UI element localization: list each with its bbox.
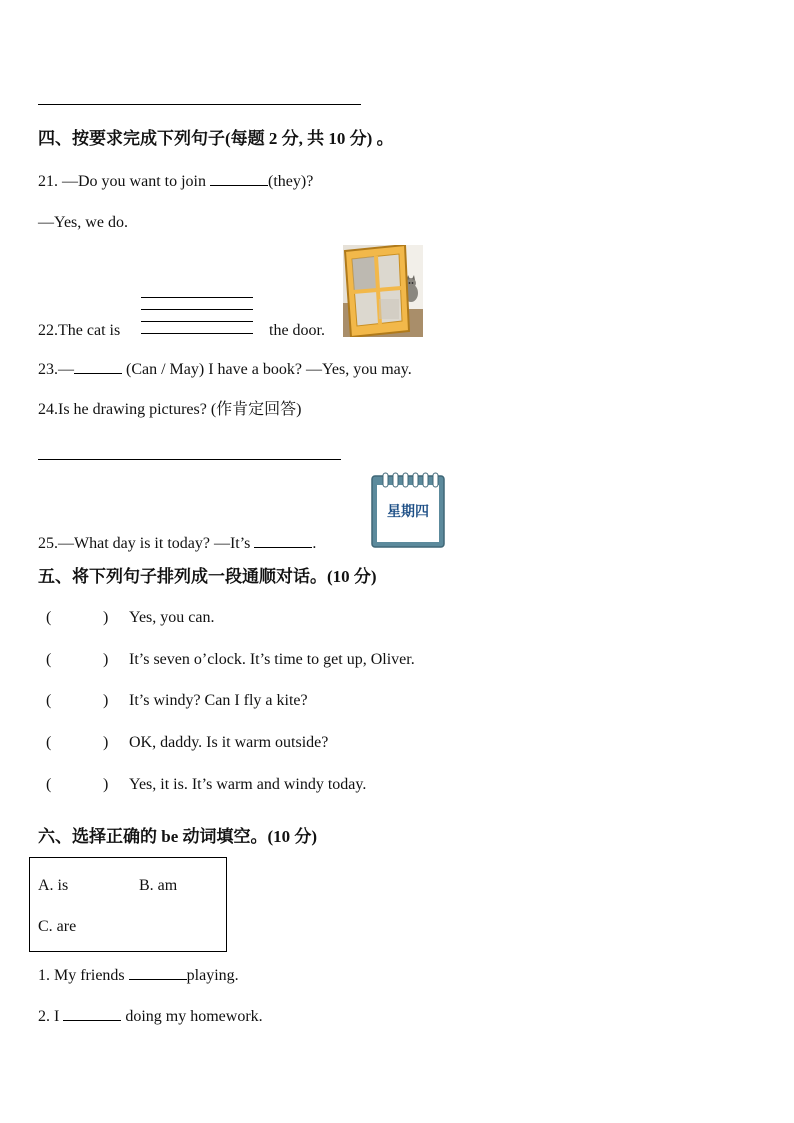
list-item	[46, 650, 51, 670]
dialog-sentence: Yes, it is. It’s warm and windy today.	[129, 776, 367, 793]
s6-q1-prefix: 1. My friends	[38, 967, 129, 984]
list-item-close	[103, 775, 108, 795]
q23-line	[38, 359, 412, 380]
section6-heading: 六、选择正确的 be 动词填空。(10 分)	[38, 827, 318, 846]
list-item-close	[103, 691, 108, 711]
q21-line2: —Yes, we do.	[38, 214, 128, 231]
option-c: C. are	[38, 918, 77, 935]
paren-close: )	[103, 692, 109, 709]
paren-close: )	[103, 734, 109, 751]
option-b: B. am	[139, 877, 178, 894]
paren-open: (	[46, 776, 52, 793]
q22-blank-line-4[interactable]	[141, 333, 253, 334]
q25-prefix: 25.—What day is it today? —It’s	[38, 535, 255, 552]
calendar-icon	[371, 472, 445, 548]
paren-open: (	[46, 734, 52, 751]
q23-blank[interactable]	[74, 359, 122, 374]
s6-q2-prefix: 2. I	[38, 1008, 64, 1025]
q23-suffix: (Can / May) I have a book? —Yes, you may.	[122, 361, 412, 378]
dialog-sentence: Yes, you can.	[129, 609, 215, 626]
list-item-close	[103, 733, 108, 753]
q24-line: 24.Is he drawing pictures? (作肯定回答)	[38, 401, 302, 418]
q24-answer-line[interactable]	[38, 459, 341, 460]
q22-prefix: 22.The cat is	[38, 322, 121, 339]
section5-heading: 五、将下列句子排列成一段通顺对话。(10 分)	[38, 567, 377, 586]
s6-q1-line	[38, 965, 239, 986]
list-item	[46, 733, 51, 753]
list-item	[46, 691, 51, 711]
options-box	[29, 857, 227, 952]
paren-open: (	[46, 651, 52, 668]
dialog-sentence: It’s windy? Can I fly a kite?	[129, 692, 308, 709]
q21-suffix: (they)?	[268, 173, 314, 190]
q25-blank[interactable]	[254, 533, 312, 548]
calendar-picture	[371, 472, 445, 548]
q25-line	[38, 533, 316, 554]
calendar-label: 星期四	[387, 504, 429, 520]
list-item	[46, 775, 51, 795]
q22-blank-line-2[interactable]	[141, 309, 253, 310]
dialog-sentence: It’s seven o’clock. It’s time to get up, Oliver.	[129, 651, 415, 668]
door-cat-illustration	[343, 245, 423, 337]
dialog-sentence: OK, daddy. Is it warm outside?	[129, 734, 329, 751]
paren-close: )	[103, 609, 109, 626]
q22-blank-line-3[interactable]	[141, 321, 253, 322]
s6-q1-blank[interactable]	[129, 965, 187, 980]
list-item	[46, 608, 51, 628]
paren-open: (	[46, 609, 52, 626]
paren-open: (	[46, 692, 52, 709]
paren-close: )	[103, 651, 109, 668]
q25-suffix: .	[312, 535, 317, 552]
paren-close: )	[103, 776, 109, 793]
list-item-close	[103, 608, 108, 628]
q21-line1	[38, 171, 313, 192]
q21-blank[interactable]	[210, 171, 268, 186]
q22-suffix: the door.	[269, 322, 325, 339]
s6-q2-line	[38, 1006, 263, 1027]
list-item-close	[103, 650, 108, 670]
section4-heading: 四、按要求完成下列句子(每题 2 分, 共 10 分) 。	[38, 129, 394, 148]
answer-line-top	[38, 104, 361, 105]
option-a: A. is	[38, 877, 69, 894]
s6-q2-blank[interactable]	[63, 1006, 121, 1021]
s6-q1-suffix: playing.	[186, 967, 239, 984]
s6-q2-suffix: doing my homework.	[121, 1008, 263, 1025]
q23-prefix: 23.—	[38, 361, 74, 378]
door-cat-picture	[343, 245, 423, 337]
q21-prefix: 21. —Do you want to join	[38, 173, 210, 190]
q22-blank-line-1[interactable]	[141, 297, 253, 298]
